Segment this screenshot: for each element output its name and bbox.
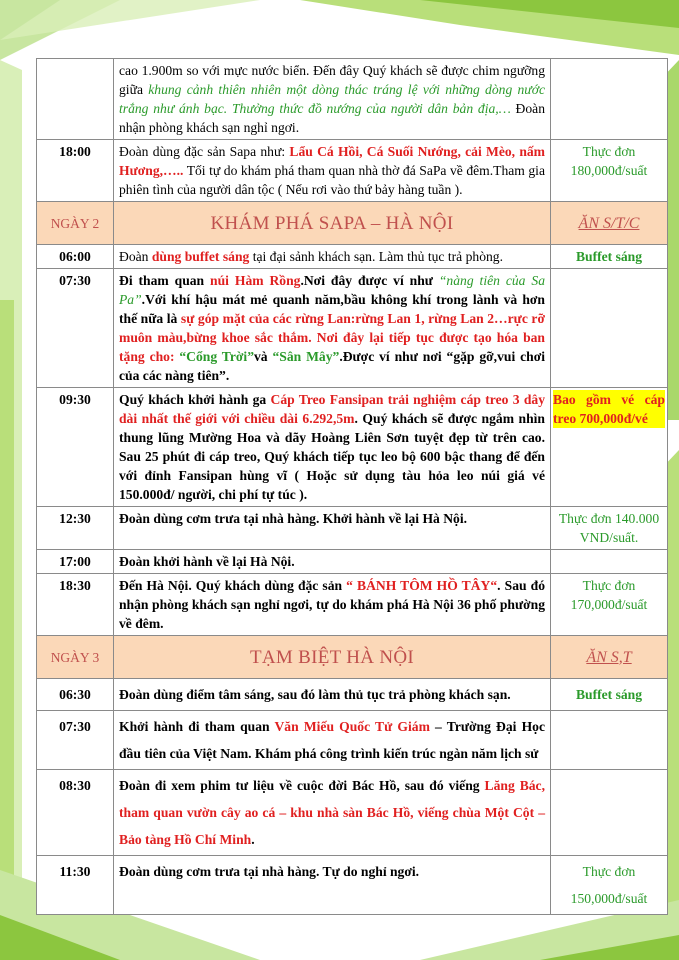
time-cell: 09:30 (37, 388, 114, 507)
time-cell: 08:30 (37, 770, 114, 856)
time-cell: 07:30 (37, 269, 114, 388)
activity-cell: Đoàn dùng cơm trưa tại nhà hàng. Khởi hành về lại Hà Nội. (114, 507, 551, 550)
activity-cell: Đến Hà Nội. Quý khách dùng đặc sản “ BÁNH TÔM HỒ TÂY“. Sau đó nhận phòng khách sạn nghỉ ngơi, tự do khám phá Hà Nội 36 phố phường về đêm. (114, 574, 551, 636)
time-cell: 06:00 (37, 245, 114, 269)
activity-cell: Đoàn dùng điểm tâm sáng, sau đó làm thủ tục trả phòng khách sạn. (114, 679, 551, 711)
day-title: KHÁM PHÁ SAPA – HÀ NỘI (114, 202, 551, 245)
meal-cell: Thực đơn 170,000đ/suất (551, 574, 668, 636)
time-cell: 07:30 (37, 711, 114, 770)
meal-cell (551, 388, 668, 507)
table-row (37, 856, 668, 915)
activity-cell: cao 1.900m so với mực nước biển. Đến đây Quý khách sẽ được chim ngưỡng giữa khung cảnh thiên nhiên một dòng thác tráng lệ với những dòng nước trắng như ánh bạc. Thưởng thức đồ nướng của người dân bản địa,… Đoàn nhận phòng khách sạn nghỉ ngơi. (114, 59, 551, 140)
day-meals: ĂN S/T/C (551, 202, 668, 245)
activity-cell: Đoàn dùng đặc sản Sapa như: Lẩu Cá Hồi, Cá Suối Nướng, cải Mèo, nấm Hương,….. Tối tự do khám phá tham quan nhà thờ đá SaPa về đêm.Tham gia phiên tình của người dân tộc ( Nếu rơi vào thứ bảy hàng tuần ). (114, 140, 551, 202)
time-cell: 12:30 (37, 507, 114, 550)
meal-cell: Thực đơn 180,000đ/suất (551, 140, 668, 202)
table-row (37, 388, 668, 507)
table-row (37, 269, 668, 388)
day-label: NGÀY 3 (37, 636, 114, 679)
table-row (37, 770, 668, 856)
table-row (37, 507, 668, 550)
day-header-row (37, 636, 668, 679)
table-row (37, 711, 668, 770)
day-header-row (37, 202, 668, 245)
time-cell: 18:30 (37, 574, 114, 636)
day-meals: ĂN S,T (551, 636, 668, 679)
activity-cell: Đoàn dùng buffet sáng tại đại sảnh khách sạn. Làm thủ tục trả phòng. (114, 245, 551, 269)
activity-cell: Đoàn dùng cơm trưa tại nhà hàng. Tự do nghỉ ngơi. (114, 856, 551, 915)
table-row (37, 59, 668, 140)
table-row (37, 679, 668, 711)
itinerary-table (36, 58, 668, 915)
time-cell: 06:30 (37, 679, 114, 711)
time-cell: 11:30 (37, 856, 114, 915)
table-row (37, 574, 668, 636)
activity-cell: Đoàn đi xem phim tư liệu về cuộc đời Bác Hồ, sau đó viếng Lăng Bác, tham quan vườn cây ao cá – khu nhà sàn Bác Hồ, viếng chùa Một Cột – Bảo tàng Hồ Chí Minh. (114, 770, 551, 856)
meal-cell: Thực đơn 150,000đ/suất (551, 856, 668, 915)
time-cell: 18:00 (37, 140, 114, 202)
activity-cell: Khởi hành đi tham quan Văn Miếu Quốc Tử Giám – Trường Đại Học đầu tiên của Việt Nam. Khám phá công trình kiến trúc ngàn năm lịch sử (114, 711, 551, 770)
activity-cell: Quý khách khởi hành ga Cáp Treo Fansipan trải nghiệm cáp treo 3 dây dài nhất thế giới với chiều dài 6.292,5m. Quý khách sẽ được ngắm nhìn thung lũng Mường Hoa và dãy Hoàng Liên Sơn tuyệt đẹp từ trên cao. Sau 25 phút đi cáp treo, Quý khách tiếp tục leo bộ 600 bậc thang để đến với đỉnh Fansipan hùng vĩ ( Hoặc sử dụng tàu hỏa leo núi giá vé 150.000đ/ người, chi phí tự túc ). (114, 388, 551, 507)
cable-car-price-highlight: Bao gồm vé cáp treo 700,000đ/vé (553, 392, 665, 426)
table-row (37, 140, 668, 202)
day-label: NGÀY 2 (37, 202, 114, 245)
table-row (37, 245, 668, 269)
table-row (37, 550, 668, 574)
meal-cell: Buffet sáng (551, 245, 668, 269)
time-cell: 17:00 (37, 550, 114, 574)
activity-cell: Đi tham quan núi Hàm Rồng.Nơi đây được ví như “nàng tiên của Sa Pa”.Với khí hậu mát mẻ quanh năm,bầu không khí trong lành và hơn thế nữa là sự góp mặt của các rừng Lan:rừng Lan 1, rừng Lan 2…rực rỡ muôn màu,bừng khoe sắc thắm. Nơi đây lại tiếp tục được tạo hóa ban tặng cho: “Cổng Trời”và “Sân Mây”.Được ví như nơi “gặp gỡ,vui chơi của các nàng tiên”. (114, 269, 551, 388)
meal-cell: Thực đơn 140.000 VND/suất. (551, 507, 668, 550)
activity-cell: Đoàn khởi hành về lại Hà Nội. (114, 550, 551, 574)
meal-cell: Buffet sáng (551, 679, 668, 711)
day-title: TẠM BIỆT HÀ NỘI (114, 636, 551, 679)
